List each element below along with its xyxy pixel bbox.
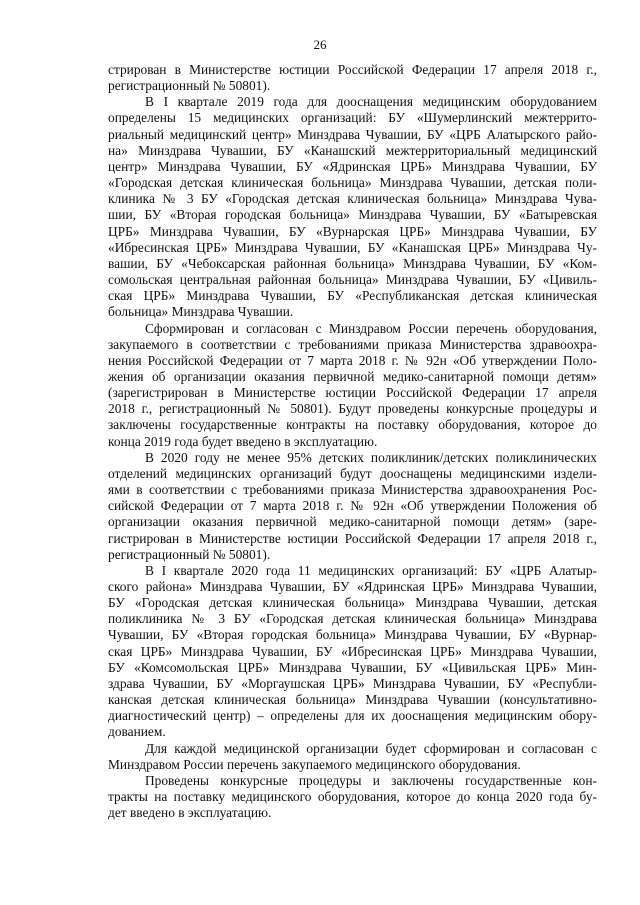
text-line: конца 2019 года будет введено в эксплуатацию. (108, 433, 378, 449)
text-line: шии, БУ «Вторая городская больница» Минздрава Чувашии, БУ «Батыревская (108, 207, 597, 223)
text-line: В I квартале 2020 года 11 медицинских организаций: БУ «ЦРБ Алатыр- (145, 562, 597, 578)
text-line: отделений медицинских организаций будут дооснащены медицинскими издели- (108, 465, 597, 481)
text-line: БУ «Комсомольская ЦРБ» Минздрава Чувашии, БУ «Цивильская ЦРБ» Мин- (108, 659, 597, 675)
paragraph (108, 62, 597, 94)
text-line: закупаемого в соответствии с требованиями приказа Министерства здравоохра- (108, 336, 597, 352)
text-line: на» Минздрава Чувашии, БУ «Канашский межтерриториальный медицинский (108, 142, 597, 158)
text-line: здрава Чувашии, БУ «Моргаушская ЦРБ» Минздрава Чувашии, БУ «Республи- (108, 675, 597, 691)
paragraph (108, 94, 597, 320)
text-line: В I квартале 2019 года для дооснащения медицинским оборудованием (145, 94, 597, 110)
text-line: стрирован в Министерстве юстиции Российской Федерации 17 апреля 2018 г., (108, 62, 597, 77)
text-line: ская ЦРБ» Минздрава Чувашии, БУ «Республиканская детская клиническая (108, 288, 597, 304)
text-line: «Городская детская клиническая больница» Минздрава Чувашии, детская поли- (108, 175, 597, 191)
paragraph (108, 450, 597, 563)
text-line: поликлиника № 3 БУ «Городская детская клиническая больница» Минздрава (108, 611, 597, 627)
text-line: сомольская центральная районная больница» Минздрава Чувашии, БУ «Цивиль- (108, 272, 597, 288)
text-line: ского района» Минздрава Чувашии, БУ «Ядринская ЦРБ» Минздрава Чувашии, (108, 579, 597, 594)
text-line: тракты на поставку медицинского оборудования, которое до конца 2020 года бу- (108, 789, 597, 805)
text-line: вашии, БУ «Чебоксарская районная больница» Минздрава Чувашии, БУ «Ком- (108, 255, 597, 271)
text-line: (зарегистрирован в Министерстве юстиции Российской Федерации 17 апреля (108, 385, 597, 401)
text-line: центр» Минздрава Чувашии, БУ «Ядринская ЦРБ» Минздрава Чувашии, БУ (108, 158, 597, 174)
text-line: нения Российской Федерации от 7 марта 2018 г. № 92н «Об утверждении Поло- (108, 352, 597, 368)
text-line: Минздравом России перечень закупаемого медицинского оборудования. (108, 756, 521, 772)
text-line: ЦРБ» Минздрава Чувашии, БУ «Вурнарская ЦРБ» Минздрава Чувашии, БУ (108, 223, 597, 239)
text-line: Чувашии, БУ «Вторая городская больница» Минздрава Чувашии, БУ «Вурнар- (108, 627, 597, 643)
text-line: сийской Федерации от 7 марта 2018 г. № 92н «Об утверждении Положения об (108, 498, 597, 514)
paragraph (108, 773, 597, 821)
document-body (108, 62, 597, 821)
text-line: В 2020 году не менее 95% детских поликлиник/детских поликлинических (145, 449, 597, 465)
text-line: дованием. (108, 724, 166, 740)
text-line: «Ибресинская ЦРБ» Минздрава Чувашии, БУ «Канашская ЦРБ» Минздрава Чу- (108, 239, 597, 255)
text-line: ская ЦРБ» Минздрава Чувашии, БУ «Ибресинская ЦРБ» Минздрава Чувашии, (108, 643, 597, 659)
text-line: Проведены конкурсные процедуры и заключены государственные кон- (145, 772, 597, 788)
text-line: клиника № 3 БУ «Городская детская клиническая больница» Минздрава Чува- (108, 191, 597, 207)
text-line: определены 15 медицинских организаций: БУ «Шумерлинский межтеррито- (108, 110, 597, 126)
text-line: диагностический центр) – определены для их дооснащения медицинским обору- (108, 708, 597, 724)
text-line: ями в соответствии с требованиями приказа Министерства здравоохранения Рос- (108, 482, 597, 498)
text-line: жения об организации оказания первичной медико-санитарной помощи детям» (108, 368, 597, 384)
paragraph (108, 321, 597, 450)
text-line: организации оказания первичной медико-санитарной помощи детям» (заре- (108, 514, 597, 530)
paragraph (108, 563, 597, 741)
text-line: БУ «Городская детская клиническая больница» Минздрава Чувашии, детская (108, 595, 597, 611)
text-line: больница» Минздрава Чувашии. (108, 304, 294, 320)
text-line: риальный медицинский центр» Минздрава Чувашии, БУ «ЦРБ Алатырского райо- (108, 126, 597, 142)
text-line: регистрационный № 50801). (108, 78, 271, 94)
text-line: дет введено в эксплуатацию. (108, 805, 272, 821)
page-number: 26 (313, 37, 327, 52)
text-line: Для каждой медицинской организации будет сформирован и согласован с (145, 740, 597, 756)
text-line: гистрирован в Министерстве юстиции Российской Федерации 17 апреля 2018 г., (108, 530, 597, 546)
text-line: регистрационный № 50801). (108, 546, 271, 562)
text-line: заключены государственные контракты на поставку оборудования, которое до (108, 417, 597, 433)
paragraph (108, 741, 597, 773)
text-line: 2018 г., регистрационный № 50801). Будут проведены конкурсные процедуры и (108, 401, 597, 417)
text-line: канская детская клиническая больница» Минздрава Чувашии (консультативно- (108, 692, 597, 708)
text-line: Сформирован и согласован с Минздравом России перечень оборудования, (145, 320, 597, 336)
